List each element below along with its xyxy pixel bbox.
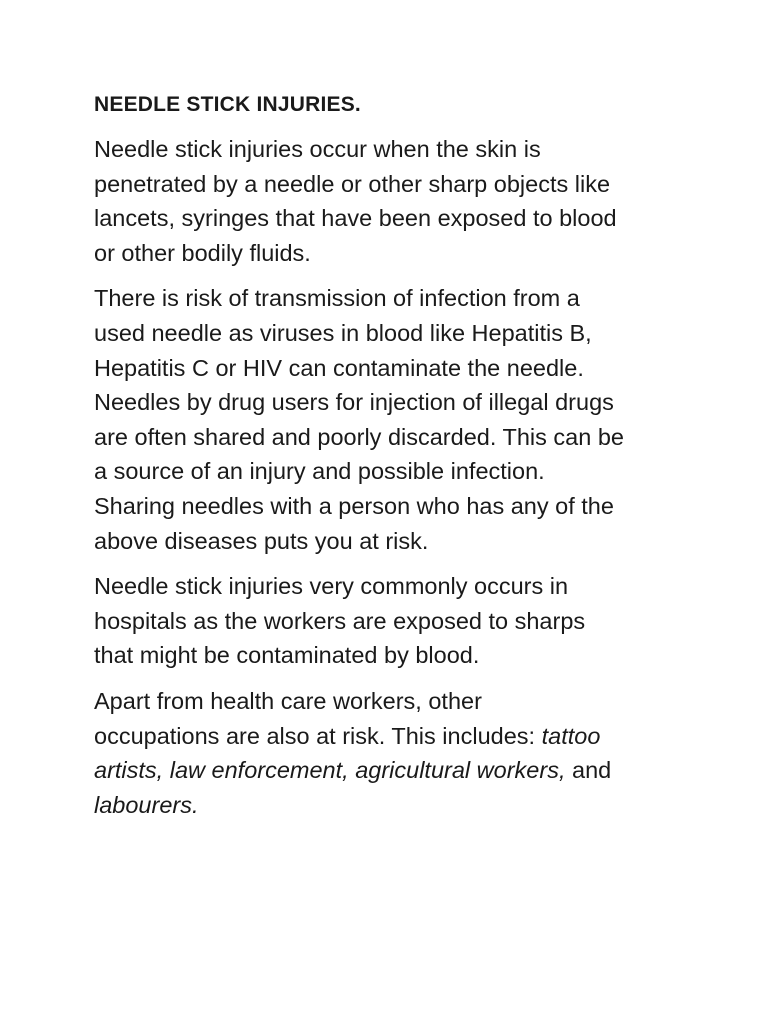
paragraph-line: Sharing needles with a person who has any of the xyxy=(94,492,614,519)
plain-text: and xyxy=(565,757,612,784)
paragraph-line: Needle stick injuries very commonly occurs in xyxy=(94,573,569,600)
paragraph-line: There is risk of transmission of infection from a xyxy=(94,285,580,312)
paragraph-line: above diseases puts you at risk. xyxy=(94,527,429,554)
paragraph-line: Needle stick injuries occur when the skin is xyxy=(94,136,541,162)
paragraph-line: Apart from health care workers, other xyxy=(94,687,482,714)
paragraph-definition xyxy=(94,132,694,270)
paragraph-transmission-risk xyxy=(94,281,694,558)
plain-text: occupations are also at risk. This includes: xyxy=(94,722,542,749)
document-heading: NEEDLE STICK INJURIES. xyxy=(94,93,361,116)
paragraph-line: a source of an injury and possible infection. xyxy=(94,458,545,485)
paragraph-hospitals xyxy=(94,569,694,673)
italic-text: labourers. xyxy=(94,791,199,818)
paragraph-line: Needles by drug users for injection of illegal drugs xyxy=(94,389,614,416)
paragraph-line xyxy=(94,788,694,823)
paragraph-occupations xyxy=(94,684,694,822)
paragraph-line xyxy=(94,719,694,754)
paragraph-line: lancets, syringes that have been exposed to blood xyxy=(94,205,617,232)
paragraph-line: are often shared and poorly discarded. This can be xyxy=(94,423,624,450)
document-page xyxy=(94,88,694,833)
paragraph-line: that might be contaminated by blood. xyxy=(94,642,480,669)
paragraph-line: Hepatitis C or HIV can contaminate the needle. xyxy=(94,354,584,381)
paragraph-line xyxy=(94,753,694,788)
paragraph-line: hospitals as the workers are exposed to sharps xyxy=(94,607,586,634)
paragraph-line: penetrated by a needle or other sharp objects like xyxy=(94,170,611,197)
italic-text: tattoo xyxy=(541,722,601,749)
paragraph-line: used needle as viruses in blood like Hepatitis B, xyxy=(94,319,592,346)
paragraph-line: or other bodily fluids. xyxy=(94,239,311,266)
italic-text: artists, law enforcement, agricultural workers, xyxy=(94,757,566,784)
